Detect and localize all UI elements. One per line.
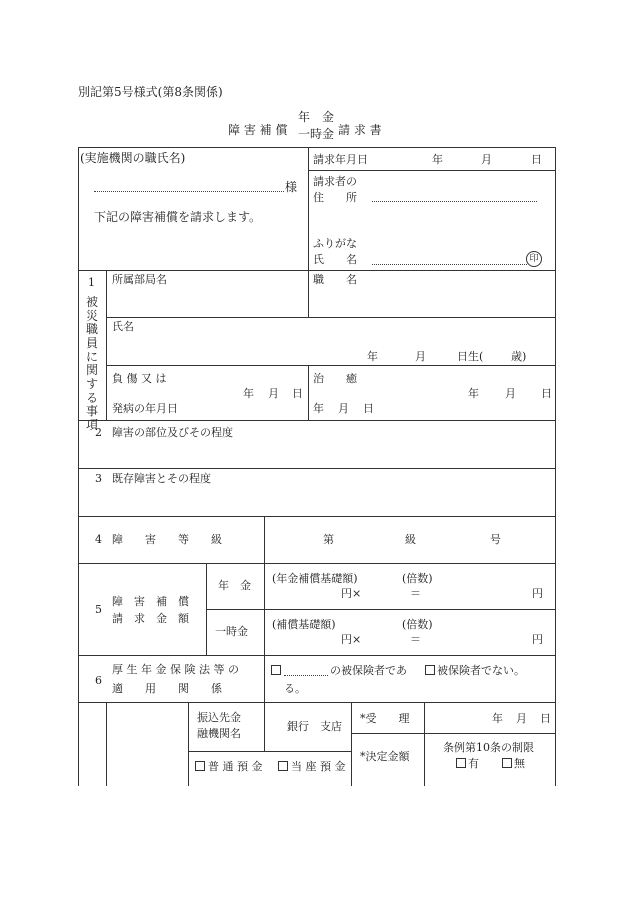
section4-number: 4: [95, 533, 102, 546]
section3-number: 3: [95, 472, 102, 485]
request-day: 日: [531, 153, 542, 166]
bank-label-1: 振込先金: [197, 711, 241, 724]
lump-sum-label: 一時金: [215, 625, 248, 638]
pension-equals: ＝: [410, 587, 421, 600]
insured-text: の被保険者であ: [330, 664, 407, 677]
insured-checkbox[interactable]: [271, 665, 281, 675]
requester-name-label: 氏 名: [313, 253, 357, 266]
title-suffix: 請 求 書: [338, 123, 382, 137]
birth-year: 年: [367, 350, 378, 363]
section3-label: 既存障害とその程度: [112, 472, 211, 485]
section2-label: 障害の部位及びその程度: [112, 426, 233, 439]
age-suffix: 歳): [511, 350, 527, 363]
limit-yes-label: 有: [468, 757, 479, 770]
grade-kyu: 級: [405, 533, 416, 546]
limit-no-checkbox[interactable]: [502, 758, 512, 768]
lump-equals: ＝: [410, 633, 421, 646]
injury-year: 年: [243, 387, 254, 400]
birth-month: 月: [415, 350, 426, 363]
title-lump-sum: 一時金: [298, 127, 335, 141]
insurance-law-label-2: 適 用 関 係: [112, 682, 222, 695]
insurance-name-field[interactable]: [284, 675, 328, 676]
post-label: 職 名: [313, 273, 357, 286]
lump-base-label: (補償基礎額): [272, 618, 336, 631]
request-year: 年: [432, 153, 443, 166]
birth-day-suffix: 日生(: [457, 350, 484, 363]
section6-number: 6: [95, 674, 102, 687]
receipt-year: 年: [492, 712, 503, 725]
limit-no-label: 無: [514, 757, 525, 770]
section1-number: 1: [88, 276, 95, 289]
furigana-label: ふりがな: [313, 237, 357, 250]
injury-label-1: 負 傷 又 は: [112, 372, 167, 385]
limit-yes-checkbox[interactable]: [456, 758, 466, 768]
ordinary-deposit-checkbox[interactable]: [195, 761, 205, 771]
recovery-label: 治 癒: [313, 372, 357, 385]
request-month: 月: [481, 153, 492, 166]
requester-name-field[interactable]: [372, 264, 527, 265]
institution-label: (実施機関の職氏名): [80, 151, 186, 165]
request-date-label: 請求年月日: [313, 153, 368, 166]
address-label-1: 請求者の: [313, 175, 357, 188]
recovery-month-left: 月: [338, 402, 349, 415]
honorific: 様: [285, 180, 298, 194]
request-text: 下記の障害補償を請求します。: [94, 210, 262, 224]
recovery-day: 日: [541, 387, 552, 400]
recovery-year-left: 年: [313, 402, 324, 415]
grade-go: 号: [490, 533, 501, 546]
title-main: 障 害 補 償: [228, 123, 288, 137]
disability-grade-label: 障 害 等 級: [112, 533, 222, 546]
receipt-month: 月: [516, 712, 527, 725]
lump-yen-times: 円×: [341, 633, 362, 646]
insured-text-2: る。: [284, 682, 306, 695]
grade-dai: 第: [323, 533, 334, 546]
ordinary-deposit-label: 普 通 預 金: [208, 760, 263, 773]
section2-number: 2: [95, 426, 102, 439]
recovery-month: 月: [505, 387, 516, 400]
section1-vertical-label: 被災職員に関する事項: [85, 295, 98, 433]
institution-name-field[interactable]: [94, 191, 284, 192]
pension-base-label: (年金補償基礎額): [272, 572, 358, 585]
insurance-law-label-1: 厚 生 年 金 保 険 法 等 の: [112, 663, 239, 676]
pension-yen-times: 円×: [341, 587, 362, 600]
address-label-2: 住 所: [313, 191, 357, 204]
pension-yen: 円: [532, 587, 543, 600]
receipt-day: 日: [540, 712, 551, 725]
not-insured-text: 被保険者でない。: [437, 664, 525, 677]
compensation-label-2: 請 求 金 額: [112, 612, 189, 625]
recovery-year: 年: [468, 387, 479, 400]
not-insured-checkbox[interactable]: [425, 665, 435, 675]
ordinance-label: 条例第10条の制限: [443, 741, 534, 754]
recovery-day-left: 日: [363, 402, 374, 415]
employee-name-label: 氏名: [112, 320, 134, 333]
bank-label-2: 融機関名: [197, 727, 241, 740]
seal-mark: 印: [526, 251, 542, 267]
injury-day: 日: [292, 387, 303, 400]
form-number: 別記第5号様式(第8条関係): [78, 85, 223, 99]
current-deposit-label: 当 座 預 金: [291, 760, 346, 773]
section5-number: 5: [95, 603, 102, 616]
bank-branch-label: 銀行 支店: [287, 720, 342, 733]
current-deposit-checkbox[interactable]: [278, 761, 288, 771]
lump-multiplier-label: (倍数): [402, 618, 433, 631]
lump-yen: 円: [532, 633, 543, 646]
injury-label-2: 発病の年月日: [112, 402, 178, 415]
department-label: 所属部局名: [112, 273, 167, 286]
pension-label: 年 金: [218, 579, 251, 592]
decision-amount-label: *決定金額: [360, 750, 410, 763]
injury-month: 月: [268, 387, 279, 400]
title-pension: 年 金: [298, 110, 335, 124]
pension-multiplier-label: (倍数): [402, 572, 433, 585]
address-field[interactable]: [372, 201, 537, 202]
compensation-label-1: 障 害 補 償: [112, 595, 189, 608]
receipt-label: *受 理: [360, 712, 410, 725]
